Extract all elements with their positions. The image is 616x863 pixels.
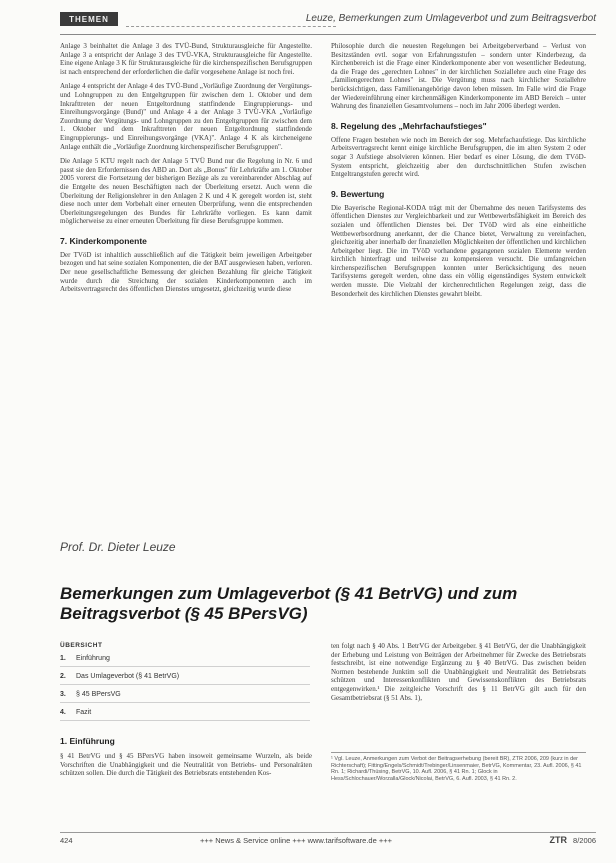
section-heading: 8. Regelung des „Mehrfachaufstieges" bbox=[331, 120, 487, 131]
paragraph: Anlage 3 beinhaltet die Anlage 3 des TVÜ-Bund, Strukturausgleiche für Angestellte. Anlage 3 a entspricht der Anlage 3 des TVÜ-VKA, Strukturausgleiche für Angestellte. Eine eigene Anlage 3 K für Strukturausgleiche für die kirchenspezifischen Berufsgruppen ist nach entsprechend der erforderlichen die dafür vorgesehene Anlage ist noch frei. bbox=[60, 42, 312, 76]
article-right-text: ten folgt nach § 40 Abs. 1 BetrVG der Arbeitgeber. § 41 BetrVG, der die Unabhängigkeit der Erhebung und Leistung von Beiträgen der Arbeitnehmer für Zwecke des Betriebsrats festschreibt, ist eine notwendige Ergänzung zu § 40 BetrVG. Das zwischen beiden Normen bestehende Junktim soll die Unabhängigkeit und Neutralität des Betriebsrats schützen und Interessenkonflikten und Gewissenskonflikten des Betriebsrats entgegenwirken.¹ Die zeitgleiche Vorschrift des § 11 BetrVG gilt auch für den Gesamtbetriebsrat (§ 51 Abs. 1), bbox=[331, 642, 586, 702]
toc-item: 1. Einführung bbox=[60, 655, 310, 667]
paragraph: Philosophie durch die neuesten Regelungen bei Arbeitgeberverband – Verlust von Besitzständen evtl. sogar von Erfahrungsstufen – sondern unter Kinderbezug, da Kirchenbereich ist die Frage einer Kinderkomponente aber von wesentlicher Bedeutung, da die Frage des „gerechten Lohnes" in der kirchlichen Soziallehre auch eine Frage des „familiengerechten Lohnes" ist. Die Vergütung muss nach kirchlicher Soziallehre berücksichtigen, dass Familienangehörige davon leben müssen. Im Falle wird die Frage der Wiedereinführung einer kirchenmäßigen Kinderkomponente im ABD Bereich – unter Wahrung des finanziellen Gesamtvolumens – noch im Jahr 2006 überlegt werden. bbox=[331, 42, 586, 111]
journal-issue: ZTR 8/2006 bbox=[549, 835, 596, 845]
table-of-contents bbox=[60, 642, 310, 727]
paragraph: Offene Fragen bestehen wie noch im Bereich der sog. Mehrfachaufstiege. Das kirchliche Arbeitsvertragsrecht kennt einige kirchliche Berufsgruppen, die im alten System 2 oder sogar 3 Aufstiege absolvieren können. Hier bedarf es einer Lösung, die dem TVöD-System entspricht, gleichzeitig aber den durchschnittlichen Stufen zwischen Entgeltrangstufen gerecht wird. bbox=[331, 135, 586, 179]
toc-item: 4. Fazit bbox=[60, 709, 310, 721]
running-header bbox=[60, 10, 596, 35]
toc-item: 2. Das Umlageverbot (§ 41 BetrVG) bbox=[60, 673, 310, 685]
footnote: ¹ Vgl. Leuze, Anmerkungen zum Verbot der Beitragserhebung (bereit BR), ZTR 2006, 209 (kurz in der Richterschaft); Fitting/Engels/Schmidt/Trebinger/Linsenmaier, BetrVG, Kommentar, 23. Aufl. 2006, § 41 Rn. 1; Richardi/Thüsing, BetrVG, 10. Aufl. 2006, § 41 Rn. 1; Glock in Hess/Schlochauer/Worzalla/Glock/Nicolai, BetrVG, 6. Aufl. 2003, § 41 Rn. 2. bbox=[331, 752, 586, 782]
footer-service-line: +++ News & Service online +++ www.tarifsoftware.de +++ bbox=[200, 836, 392, 845]
paragraph: Der TVöD ist inhaltlich ausschließlich auf die Tätigkeit beim jeweiligen Arbeitgeber bezogen und hat seine sozialen Komponenten, die der BAT ausgewiesen haben, verloren. Der neue gesellschaftliche Bemessung der gleichen Bezahlung für gleiche Tätigkeit wurde durch die Streichung der sozialen Kinderkomponenten auch im Arbeitsvertragsrecht des öffentlichen Dienstes umgesetzt, gleichzeitig wurde diese bbox=[60, 250, 312, 294]
running-title: Leuze, Bemerkungen zum Umlageverbot und zum Beitragsverbot bbox=[305, 13, 596, 24]
section-heading: 1. Einführung bbox=[60, 736, 115, 746]
toc-item: 3. § 45 BPersVG bbox=[60, 691, 310, 703]
paragraph: Die Bayerische Regional-KODA trägt mit der Übernahme des neuen Tarifsystems des öffentlichen Dienstes zur Vergleichbarkeit und zur Wettbewerbsfähigkeit im Bereich des sozialen und öffentlichen Dienstes bei. Der TVöD wird als eine einheitliche Wettbewerbsordnung anerkannt, der die Chance bietet, Verwaltung zu vereinfachen, gleichzeitig aber innerhalb der finanziellen Möglichkeiten der öffentlichen und kirchlichen Arbeitgeber liegt. Die im TVöD vorhandene gegangenen sozialen Elemente werden kirchlich hinterfragt und teilweise zu kompensieren versucht. Die umfangreichen kirchenspezifischen Berufsgruppen konnten unter Berücksichtigung des neuen Tarifsystems geregelt werden, ohne dass ein völlig eigenständiges System entwickelt werden musste. Die Vielzahl der kirchenrechtlichen Regelungen zeigt, dass die Besonderheit des kirchlichen Dienstes gewahrt bleibt. bbox=[331, 203, 586, 298]
paragraph: Die Anlage 5 KTU regelt nach der Anlage 5 TVÜ Bund nur die Regelung in Nr. 6 und passt sie den Erfordernissen des ABD an. Dort als „Bonus" für Lehrkräfte am 1. Oktober 2005 vorerst die Fortsetzung der bisherigen Bezüge als zu vereinbarender Abschlag auf die Entgelte des neuen Beschäftigten nach der Überleitung ersetzt. Auch wenn die Überleitung der Religionslehrer in den Anlagen 2 K und 4 K geregelt worden ist, steht diese noch unter dem Vorbehalt einer erneuten Überprüfung, wenn die entsprechenden Überleitungsregelungen des Bundes für Lehrkräfte vorliegen. Es kann damit möglicherweise zu einer erneuten Überleitung für diese Berufsgruppe kommen. bbox=[60, 157, 312, 226]
left-column bbox=[60, 42, 312, 300]
header-rule bbox=[126, 26, 336, 27]
section-logo: THEMEN bbox=[60, 12, 118, 26]
article-title: Bemerkungen zum Umlageverbot (§ 41 BetrVG) und zum Beitragsverbot (§ 45 BPersVG) bbox=[60, 584, 518, 623]
article-intro-text: § 41 BetrVG und § 45 BPersVG haben insoweit gemeinsame Wurzeln, als beide Vorschriften die Unabhängigkeit und die Neutralität von Betriebs- und Personalräten schützen sollen. Die durch die Tätigkeit des Betriebsrats entstehenden Kos- bbox=[60, 752, 312, 778]
right-column bbox=[331, 42, 586, 304]
toc-heading: ÜBERSICHT bbox=[60, 642, 103, 649]
page-number: 424 bbox=[60, 836, 73, 845]
section-heading: 7. Kinderkomponente bbox=[60, 235, 147, 246]
page-footer bbox=[60, 832, 596, 847]
article-author: Prof. Dr. Dieter Leuze bbox=[60, 540, 176, 554]
section-heading: 9. Bewertung bbox=[331, 188, 385, 199]
paragraph: Anlage 4 entspricht der Anlage 4 des TVÜ-Bund „Vorläufige Zuordnung der Vergütungs- und Lohngruppen zu den Entgeltgruppen für zwischen dem 1. Oktober und dem Inkrafttreten der neuen Entgeltordnung stattfindende Eingruppierungs- und Einreihungsvorgänge (Bund)" und Anlage 4 a der Anlage 3 TVÜ-VKA „Vorläufige Zuordnung der Vergütungs- und Lohngruppen zu den Entgeltgruppen für zwischen dem 1. Oktober und dem Inkrafttreten der neuen Entgeltordnung stattfindende Eingruppierungs- und Einreihungsvorgänge (VKA)". Anlage 4 K als kircheneigene Anlage enthält die „Vorläufige Zuordnung kirchenspezifischer Berufsgruppen". bbox=[60, 82, 312, 151]
